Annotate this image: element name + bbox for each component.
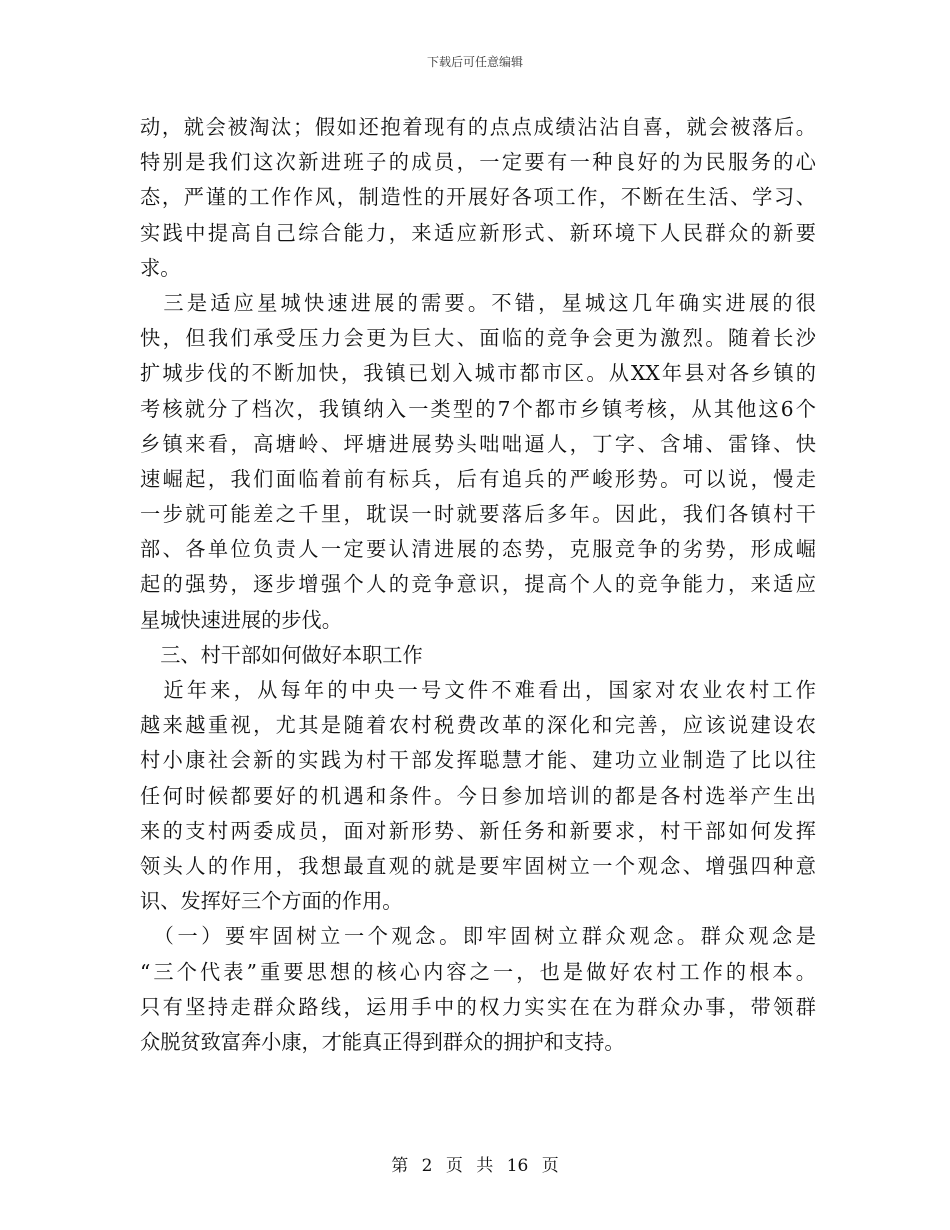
text-line: 众脱贫致富奔小康，才能真正得到群众的拥护和支持。 — [140, 1029, 625, 1054]
text-line: （一）要牢固树立一个观念。即牢固树立群众观念。群众观念是 — [140, 924, 816, 949]
text-line: 扩城步伐的不断加快，我镇已划入城市都市区。从XX年县对各乡镇的 — [140, 361, 816, 386]
document-body — [140, 110, 816, 1060]
section-heading: 三、村干部如何做好本职工作 — [140, 642, 423, 667]
text-line: 考核就分了档次，我镇纳入一类型的7个都市乡镇考核，从其他这6个 — [140, 396, 816, 421]
text-line: 越来越重视，尤其是随着农村税费改革的深化和完善，应该说建设农 — [140, 713, 816, 738]
text-line: 三是适应星城快速进展的需要。不错，星城这几年确实进展的很 — [140, 290, 816, 315]
text-line: 村小康社会新的实践为村干部发挥聪慧才能、建功立业制造了比以往 — [140, 748, 816, 773]
text-line: 速崛起，我们面临着前有标兵，后有追兵的严峻形势。可以说，慢走 — [140, 466, 816, 491]
text-line: 部、各单位负责人一定要认清进展的态势，克服竞争的劣势，形成崛 — [140, 537, 816, 562]
page-header: 下载后可任意编辑 — [426, 55, 523, 69]
page-number: 第 2 页 共 16 页 — [391, 1156, 559, 1176]
text-line: 乡镇来看，高塘岭、坪塘进展势头咄咄逼人，丁字、含埔、雷锋、快 — [140, 431, 816, 456]
text-line: 识、发挥好三个方面的作用。 — [140, 889, 403, 914]
text-line: 起的强势，逐步增强个人的竞争意识，提高个人的竞争能力，来适应 — [140, 572, 816, 597]
text-line: 实践中提高自己综合能力，来适应新形式、新环境下人民群众的新要 — [140, 220, 816, 245]
text-line: 动，就会被淘汰；假如还抱着现有的点点成绩沾沾自喜，就会被落后。 — [140, 115, 816, 139]
text-line: 领头人的作用，我想最直观的就是要牢固树立一个观念、增强四种意 — [140, 853, 816, 878]
text-line: 近年来，从每年的中央一号文件不难看出，国家对农业农村工作 — [140, 678, 816, 702]
text-line: 任何时候都要好的机遇和条件。今日参加培训的都是各村选举产生出 — [140, 783, 816, 808]
text-line: 只有坚持走群众路线，运用手中的权力实实在在为群众办事，带领群 — [140, 994, 816, 1019]
text-line: 来的支村两委成员，面对新形势、新任务和新要求，村干部如何发挥 — [140, 818, 816, 843]
text-line: 快，但我们承受压力会更为巨大、面临的竞争会更为激烈。随着长沙 — [140, 326, 816, 351]
text-line: 特别是我们这次新进班子的成员，一定要有一种良好的为民服务的心 — [140, 150, 816, 175]
text-line: 星城快速进展的步伐。 — [140, 607, 342, 632]
text-line: “三个代表”重要思想的核心内容之一，也是做好农村工作的根本。 — [140, 959, 816, 984]
text-line: 一步就可能差之千里，耽误一时就要落后多年。因此，我们各镇村干 — [140, 502, 816, 527]
text-line: 态，严谨的工作作风，制造性的开展好各项工作，不断在生活、学习、 — [140, 185, 816, 210]
text-line: 求。 — [140, 255, 181, 280]
